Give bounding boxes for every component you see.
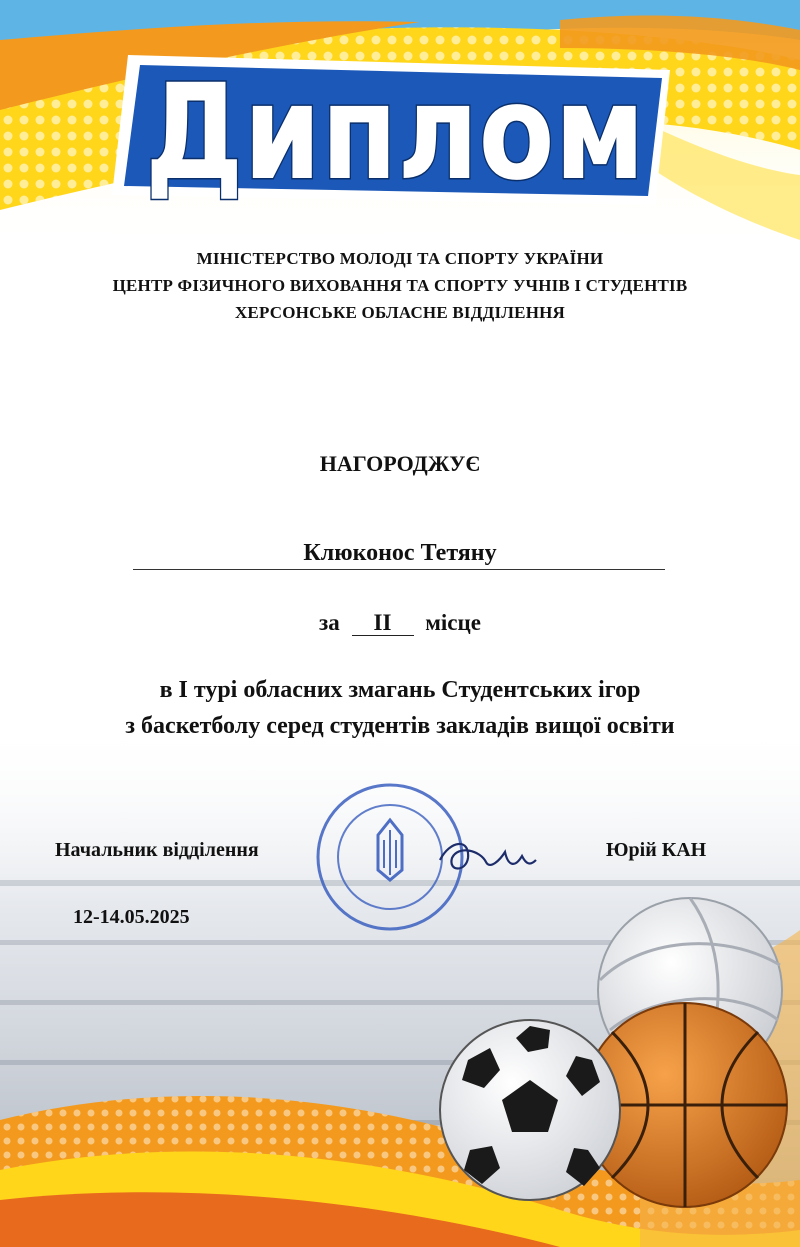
place-prefix: за bbox=[319, 610, 340, 635]
signatory-position: Начальник відділення bbox=[55, 839, 259, 861]
signatory-name: Юрій КАН bbox=[606, 839, 707, 861]
event-description bbox=[0, 672, 800, 744]
event-line-1: в І турі обласних змагань Студентських ігор bbox=[159, 677, 641, 703]
organization-line-1: МІНІСТЕРСТВО МОЛОДІ ТА СПОРТУ УКРАЇНИ bbox=[196, 249, 604, 268]
recipient-underline bbox=[133, 569, 665, 570]
organization-line-3: ХЕРСОНСЬКЕ ОБЛАСНЕ ВІДДІЛЕННЯ bbox=[234, 303, 566, 322]
place-suffix: місце bbox=[425, 610, 481, 635]
diploma-title bbox=[0, 0, 800, 250]
award-heading: НАГОРОДЖУЄ bbox=[319, 451, 481, 476]
soccer-ball-icon bbox=[440, 1020, 620, 1200]
event-line-2: з баскетболу серед студентів закладів вищої освіти bbox=[125, 713, 675, 739]
award-date: 12-14.05.2025 bbox=[73, 906, 190, 928]
organization-line-2: ЦЕНТР ФІЗИЧНОГО ВИХОВАННЯ ТА СПОРТУ УЧНІВ І СТУДЕНТІВ bbox=[112, 276, 688, 295]
place-value: II bbox=[352, 611, 414, 636]
place-row bbox=[0, 610, 800, 636]
recipient-name: Клюконос Тетяну bbox=[303, 540, 497, 566]
title-text: Диплом bbox=[145, 56, 645, 210]
